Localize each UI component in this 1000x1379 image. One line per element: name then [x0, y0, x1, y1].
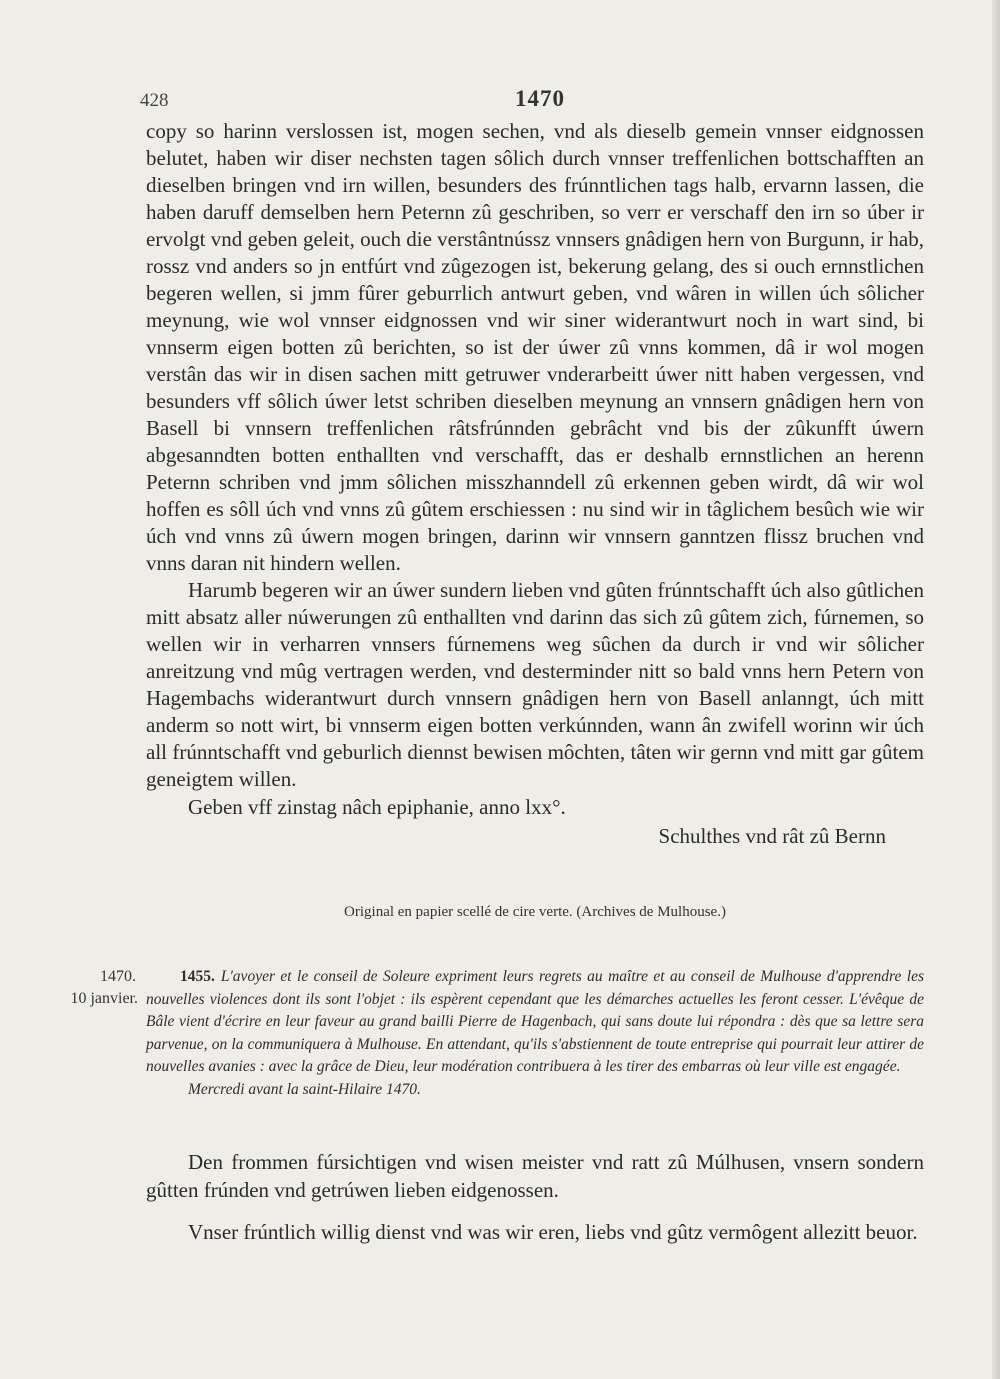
letter-greeting: Vnser frúntlich willig dienst vnd was wir eren, liebs vnd gûtz vermôgent allezitt beuor. — [188, 1220, 918, 1244]
entry-summary — [146, 966, 924, 1101]
page-number: 428 — [140, 90, 169, 111]
margin-date — [60, 966, 138, 1010]
page-edge-shadow — [992, 0, 1000, 1379]
entry-number: 1455. — [180, 968, 215, 985]
letter-body — [146, 118, 924, 850]
letter-signature: Schulthes vnd rât zû Bernn — [658, 824, 886, 848]
entry-dated: Mercredi avant la saint-Hilaire 1470. — [188, 1080, 421, 1098]
margin-day: 10 janvier. — [70, 990, 138, 1007]
margin-year: 1470. — [100, 968, 136, 985]
letter-address: Den frommen fúrsichtigen vnd wisen meister vnd ratt zû Múlhusen, vnsern sondern gûtten frúnden vnd getrúwen lieben eidgenossen. — [146, 1150, 924, 1202]
page-header — [0, 86, 1000, 116]
entry-summary-text: L'avoyer et le conseil de Soleure expriment leurs regrets au maître et au conseil de Mulhouse d'apprendre les nouvelles violences dont ils sont l'objet : ils espèrent cependant que les démarches actuelles les feront cesser. L'évêque de Bâle vient d'écrire en leur faveur au grand bailli Pierre de Hagenbach, qui sans doute lui répondra : dès que sa lettre sera parvenue, on la communiquera à Mulhouse. En attendant, qu'ils s'abstiennent de toute entreprise qui pourrait leur attirer de nouvelles avanies : avec la grâce de Dieu, leur modération contribuera à les tirer des embarras où leur ville est engagée. — [146, 968, 924, 1075]
second-letter — [146, 1148, 924, 1246]
body-paragraph-2: Harumb begeren wir an úwer sundern lieben vnd gûten frúnntschafft úch also gûtlichen mitt absatz aller núwerungen zû enthallten vnd darinn das sich zû gûtem zich, fúrnemen, so wellen wir in verharren vnnsers fúrnemens weg sûchen da durch ir vnd wir sôlicher anreitzung vnd mûg vertragen werden, vnd desterminder nitt so bald vnns hern Petern von Hagembachs widerantwurt durch vnnsern gnâdigen hern von Basell anlanngt, úch mitt anderm so nott wirt, bi vnnserm eigen botten verkúnnden, wann ân zwifell worinn wir úch all frúnntschafft vnd geburlich diennst bewisen môchten, tâten wir gernn vnd mitt gar gûtem geneigtem willen. — [146, 578, 924, 791]
letter-closing-date: Geben vff zinstag nâch epiphanie, anno lxx°. — [188, 795, 566, 819]
running-head-year: 1470 — [515, 86, 565, 111]
source-note: Original en papier scellé de cire verte. (Archives de Mulhouse.) — [344, 904, 726, 920]
body-paragraph-1: copy so harinn verslossen ist, mogen sechen, vnd als dieselb gemein vnnser eidgnossen belutet, haben wir diser nechsten tagen sôlich durch vnnser treffenlichen bottschafften an dieselben bringen vnd irn willen, besunders des frúnntlichen tags halb, ervarnn lassen, die haben daruff demselben hern Peternn zû geschriben, so verr er verschaff den irn so úber ir ervolgt vnd geben geleit, ouch die verstântnússz vnnsers gnâdigen hern von Burgunn, ir hab, rossz vnd anders so jn entfúrt vnd zûgezogen ist, bekerung gelang, des si ouch ernnstlichen begeren wellen, si jmm fûrer geburrlich antwurt geben, vnd wâren in willen úch sôlicher meynung, wie wol vnnser eidgnossen vnd wir siner widerantwurt noch in wart sind, bi vnnserm eigen botten zû berichten, so ist der úwer zû vnns kommen, dâ ir wol mogen verstân das wir in disen sachen mitt getruwer vnderarbeitt úwer nitt haben vergessen, vnd besunders vff sôlich úwer letst schriben dieselben meynung an vnnsern gnâdigen hern von Basell bi vnnsern treffenlichen râtsfrúnnden gebrâcht vnd bis der zûkunfft úwern abgesanndten botten enthallten vnd verschafft, das er deshalb ernnstlichen an herenn Peternn schriben vnd jmm sôlichen misszhanndell zû erkennen geben wirdt, dâ wir wol hoffen es sôll úch vnd vnns zû gûtem erschiessen : nu sind wir in tâglichem besûch wie wir úch vnd vnns zû úwern mogen bringen, darinn wir vnnsern ganntzen flissz bruchen vnd vnns daran nit hindern wellen. — [146, 119, 924, 575]
